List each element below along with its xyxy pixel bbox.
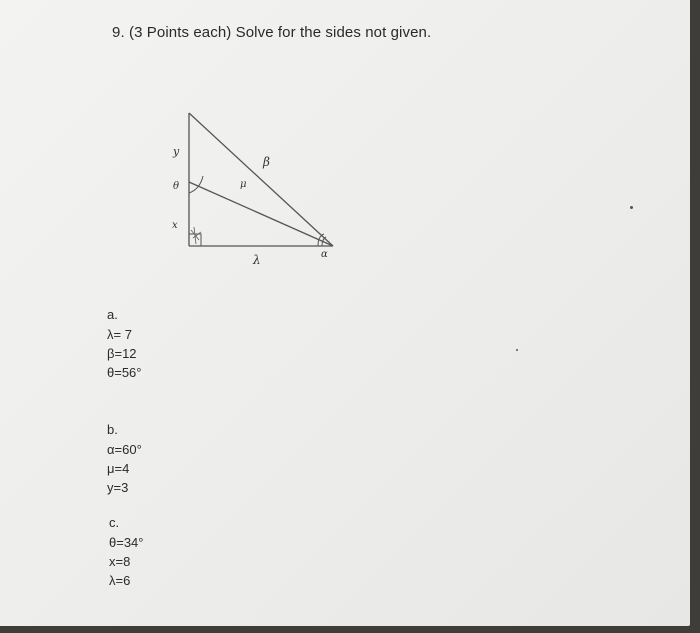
label-y: y [173,145,180,158]
hypotenuse [189,113,333,246]
label-lambda: λ [253,253,261,267]
triangle-figure [160,100,350,275]
given-value: λ= 7 [107,327,132,342]
given-value: θ=56° [107,365,142,380]
given-value: θ=34° [109,535,144,550]
part-letter: b. [107,422,118,437]
label-mu: μ [240,179,247,190]
label-beta: β [263,155,270,169]
part-c [109,513,143,590]
label-theta: θ [173,181,180,192]
part-a [107,305,141,382]
given-value: λ=6 [109,573,131,588]
part-letter: a. [107,307,118,322]
given-value: β=12 [107,346,137,361]
given-value: x=8 [109,554,131,569]
inner-line [189,182,333,246]
paper-speck [630,206,633,209]
question-title: 9. (3 Points each) Solve for the sides not given. [112,24,432,41]
given-value: α=60° [107,442,142,457]
given-value: y=3 [107,480,129,495]
given-value: μ=4 [107,461,130,476]
label-alpha: α [321,249,328,260]
paper-speck [516,349,518,351]
part-b [107,420,142,497]
label-x: x [172,220,178,231]
right-angle-scribble [191,227,201,244]
part-letter: c. [109,515,120,530]
